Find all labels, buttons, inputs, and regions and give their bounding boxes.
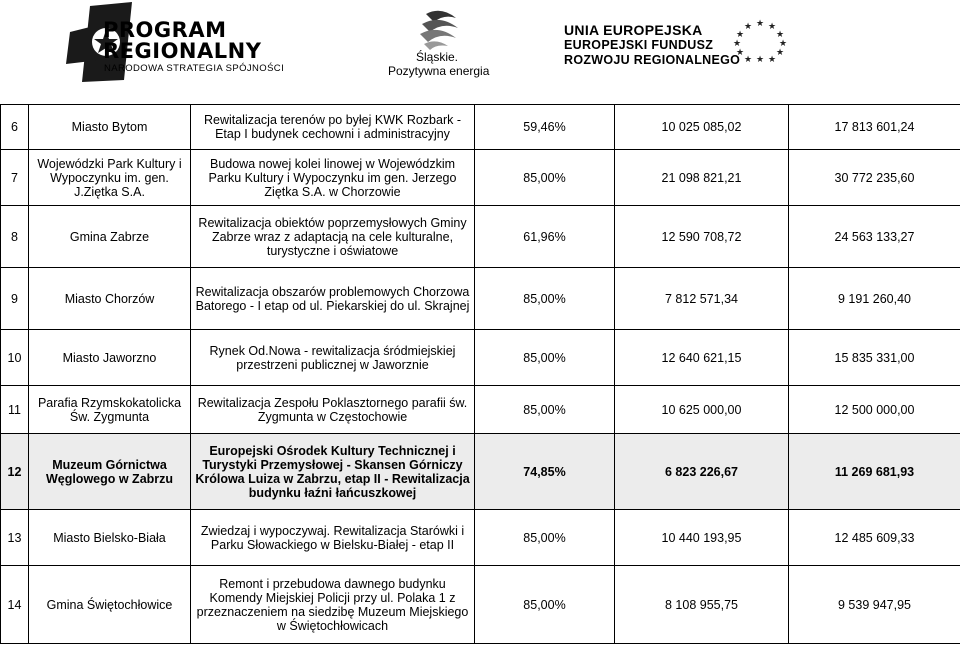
project-cell: Rewitalizacja Zespołu Poklasztornego parafii św. Zygmunta w Częstochowie xyxy=(191,386,475,434)
table-row xyxy=(1,206,960,268)
percent-cell: 85,00% xyxy=(475,566,615,644)
svg-text:★: ★ xyxy=(775,48,785,58)
percent-cell: 85,00% xyxy=(475,330,615,386)
amount2-cell: 9 539 947,95 xyxy=(789,566,960,644)
beneficiary-cell: Muzeum Górnictwa Węglowego w Zabrzu xyxy=(29,434,191,510)
slaskie-name: Śląskie. xyxy=(416,50,459,64)
beneficiary-cell: Parafia Rzymskokatolicka Św. Zygmunta xyxy=(29,386,191,434)
slaskie-slogan: Pozytywna energia xyxy=(388,64,490,78)
table-row xyxy=(1,268,960,330)
program-subtitle: NARODOWA STRATEGIA SPÓJNOŚCI xyxy=(104,63,285,74)
svg-text:★: ★ xyxy=(743,55,753,62)
svg-text:★: ★ xyxy=(735,30,745,40)
svg-text:★: ★ xyxy=(755,55,765,62)
amount1-cell: 12 590 708,72 xyxy=(615,206,789,268)
amount2-cell: 12 500 000,00 xyxy=(789,386,960,434)
beneficiary-cell: Wojewódzki Park Kultury i Wypoczynku im. gen. J.Ziętka S.A. xyxy=(29,150,191,206)
svg-text:★: ★ xyxy=(735,48,745,58)
svg-text:★: ★ xyxy=(767,55,777,62)
percent-cell: 59,46% xyxy=(475,105,615,150)
amount2-cell: 12 485 609,33 xyxy=(789,510,960,566)
project-cell: Rynek Od.Nowa - rewitalizacja śródmiejskiej przestrzeni publicznej w Jaworznie xyxy=(191,330,475,386)
row-number: 14 xyxy=(1,566,29,644)
amount2-cell: 9 191 260,40 xyxy=(789,268,960,330)
table-row xyxy=(1,566,960,644)
program-title: PROGRAM REGIONALNY xyxy=(103,18,262,63)
table-row-highlighted xyxy=(1,434,960,510)
row-number: 8 xyxy=(1,206,29,268)
row-number: 6 xyxy=(1,105,29,150)
amount1-cell: 6 823 226,67 xyxy=(615,434,789,510)
percent-cell: 74,85% xyxy=(475,434,615,510)
project-cell: Rewitalizacja obiektów poprzemysłowych Gminy Zabrze wraz z adaptacją na cele kulturalne, turystyczne i oświatowe xyxy=(191,206,475,268)
beneficiary-cell: Miasto Jaworzno xyxy=(29,330,191,386)
percent-cell: 61,96% xyxy=(475,206,615,268)
table-row xyxy=(1,105,960,150)
row-number: 9 xyxy=(1,268,29,330)
eu-stars-flag-icon xyxy=(725,16,795,62)
amount1-cell: 12 640 621,15 xyxy=(615,330,789,386)
project-cell: Budowa nowej kolei linowej w Wojewódzkim Parku Kultury i Wypoczynku im gen. Jerzego Ziętka S.A. w Chorzowie xyxy=(191,150,475,206)
beneficiary-cell: Gmina Świętochłowice xyxy=(29,566,191,644)
amount2-cell: 17 813 601,24 xyxy=(789,105,960,150)
projects-table xyxy=(0,104,960,644)
row-number: 10 xyxy=(1,330,29,386)
table-row xyxy=(1,330,960,386)
row-number: 11 xyxy=(1,386,29,434)
row-number: 7 xyxy=(1,150,29,206)
amount1-cell: 7 812 571,34 xyxy=(615,268,789,330)
table-row xyxy=(1,386,960,434)
project-cell: Zwiedzaj i wypoczywaj. Rewitalizacja Starówki i Parku Słowackiego w Bielsku-Białej - etap II xyxy=(191,510,475,566)
beneficiary-cell: Miasto Bielsko-Biała xyxy=(29,510,191,566)
svg-text:★: ★ xyxy=(767,22,777,32)
amount2-cell: 15 835 331,00 xyxy=(789,330,960,386)
ue-title: UNIA EUROPEJSKA xyxy=(564,22,703,38)
page-header xyxy=(0,0,960,104)
amount1-cell: 10 440 193,95 xyxy=(615,510,789,566)
svg-text:★: ★ xyxy=(755,19,765,29)
amount1-cell: 21 098 821,21 xyxy=(615,150,789,206)
project-cell: Remont i przebudowa dawnego budynku Komendy Miejskiej Policji przy ul. Polaka 1 z przeznaczeniem na siedzibę Muzeum Miejskiego w Świętochłowicach xyxy=(191,566,475,644)
project-cell: Rewitalizacja terenów po byłej KWK Rozbark - Etap I budynek cechowni i administracyjny xyxy=(191,105,475,150)
project-cell: Europejski Ośrodek Kultury Technicznej i Turystyki Przemysłowej - Skansen Górniczy Królowa Luiza w Zabrzu, etap II - Rewitalizacja budynku łaźni łańcuszkowej xyxy=(191,434,475,510)
amount1-cell: 10 625 000,00 xyxy=(615,386,789,434)
row-number: 12 xyxy=(1,434,29,510)
amount2-cell: 11 269 681,93 xyxy=(789,434,960,510)
svg-text:★: ★ xyxy=(743,22,753,32)
beneficiary-cell: Miasto Bytom xyxy=(29,105,191,150)
svg-text:★: ★ xyxy=(775,30,785,40)
amount1-cell: 8 108 955,75 xyxy=(615,566,789,644)
svg-text:★: ★ xyxy=(778,39,788,49)
amount1-cell: 10 025 085,02 xyxy=(615,105,789,150)
percent-cell: 85,00% xyxy=(475,150,615,206)
amount2-cell: 30 772 235,60 xyxy=(789,150,960,206)
percent-cell: 85,00% xyxy=(475,268,615,330)
percent-cell: 85,00% xyxy=(475,386,615,434)
row-number: 13 xyxy=(1,510,29,566)
table-row xyxy=(1,150,960,206)
table-row xyxy=(1,510,960,566)
percent-cell: 85,00% xyxy=(475,510,615,566)
beneficiary-cell: Gmina Zabrze xyxy=(29,206,191,268)
ue-fund-line2: ROZWOJU REGIONALNEGO xyxy=(564,53,741,67)
amount2-cell: 24 563 133,27 xyxy=(789,206,960,268)
project-cell: Rewitalizacja obszarów problemowych Chorzowa Batorego - I etap od ul. Piekarskiej do ul. Skrajnej xyxy=(191,268,475,330)
svg-text:★: ★ xyxy=(732,39,742,49)
ue-fund-line1: EUROPEJSKI FUNDUSZ xyxy=(564,38,714,52)
beneficiary-cell: Miasto Chorzów xyxy=(29,268,191,330)
